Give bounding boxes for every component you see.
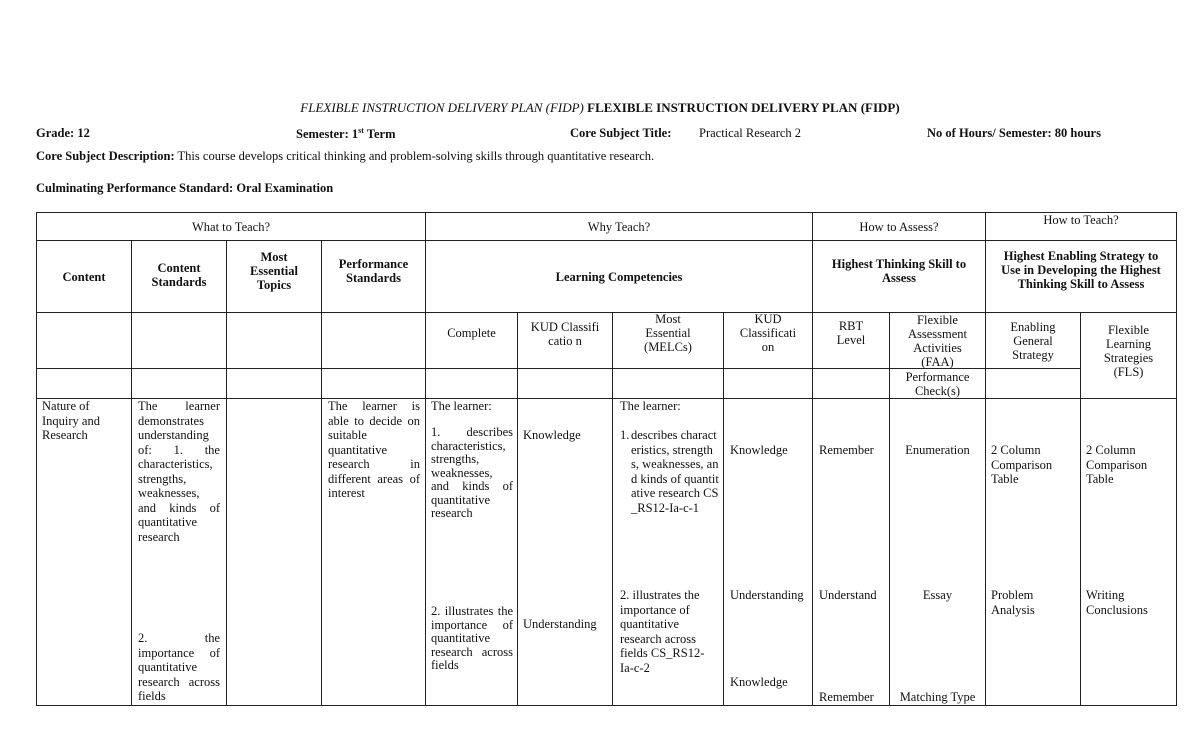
cell-rbt-3: Remember bbox=[819, 690, 874, 704]
cell-content-standards-2: 2. the importance of quantitative research across fields bbox=[138, 631, 220, 703]
semester-value: Term bbox=[363, 127, 396, 142]
group-why-teach: Why Teach? bbox=[587, 219, 651, 234]
cell-melcs-1: describes characteristics, strengths, weaknesses, and kinds of quantitative research CS_RS12-Ia-c-1 bbox=[631, 428, 719, 515]
cell-egs-2: Problem Analysis bbox=[991, 588, 1035, 617]
hours: No of Hours/ Semester: 80 hours bbox=[927, 126, 1101, 140]
cell-complete-intro: The learner: bbox=[431, 399, 492, 413]
cell-content: Nature of Inquiry and Research bbox=[42, 399, 100, 442]
subheader-kud-2: KUD Classificati on bbox=[739, 312, 797, 354]
cell-fls-1: 2 Column Comparison Table bbox=[1086, 443, 1148, 486]
cell-kud2-1: Knowledge bbox=[730, 443, 788, 457]
cell-faa-1: Enumeration bbox=[905, 443, 970, 457]
cell-kud2-3: Knowledge bbox=[730, 675, 788, 689]
cell-rbt-2: Understand bbox=[819, 588, 877, 602]
header-learning-competencies: Learning Competencies bbox=[555, 269, 683, 284]
semester bbox=[296, 126, 396, 142]
description-value: This course develops critical thinking and problem-solving skills through quantitative research. bbox=[177, 149, 655, 163]
group-what-to-teach: What to Teach? bbox=[191, 219, 271, 234]
grade-label: Grade: bbox=[36, 126, 75, 140]
header-highest-enabling-strategy: Highest Enabling Strategy to Use in Developing the Highest Thinking Skill to Assess bbox=[1001, 248, 1161, 291]
cell-performance-standards: The learner is able to decide on suitable quantitative research in different areas of interest bbox=[328, 399, 420, 500]
subheader-rbt-level: RBT Level bbox=[836, 319, 866, 347]
culminating-standard: Culminating Performance Standard: Oral Examination bbox=[36, 181, 334, 195]
header-content: Content bbox=[62, 269, 106, 284]
grade bbox=[36, 126, 90, 141]
title-italic: FLEXIBLE INSTRUCTION DELIVERY PLAN (FIDP) bbox=[300, 100, 584, 115]
cell-faa-3: Matching Type bbox=[899, 690, 976, 704]
grade-value: 12 bbox=[77, 126, 90, 140]
cell-kud1-2: Understanding bbox=[523, 617, 597, 631]
title-bold: FLEXIBLE INSTRUCTION DELIVERY PLAN (FIDP) bbox=[587, 100, 900, 115]
subheader-fls: Flexible Learning Strategies (FLS) bbox=[1103, 322, 1154, 379]
subject-title-value: Practical Research 2 bbox=[699, 126, 802, 140]
cell-melcs-1-number: 1. bbox=[620, 428, 630, 442]
semester-label: Semester: 1 bbox=[296, 127, 359, 142]
cell-complete-1: 1. describes characteristics, strengths, weaknesses, and kinds of quantitative research bbox=[431, 425, 513, 520]
description-label: Core Subject Description: bbox=[36, 149, 175, 163]
subject-title-label: Core Subject Title: bbox=[570, 126, 672, 140]
header-content-standards: Content Standards bbox=[151, 261, 207, 289]
cell-faa-2: Essay bbox=[922, 588, 953, 602]
document-title bbox=[0, 100, 1200, 116]
semester-sup: st bbox=[358, 126, 364, 135]
cell-complete-2: 2. illustrates the importance of quantitative research across fields bbox=[431, 604, 513, 672]
subheader-melcs: Most Essential (MELCs) bbox=[644, 312, 692, 354]
header-highest-thinking-skill: Highest Thinking Skill to Assess bbox=[831, 257, 967, 285]
subheader-enabling-general-strategy: Enabling General Strategy bbox=[1010, 319, 1056, 362]
cell-egs-1: 2 Column Comparison Table bbox=[991, 443, 1053, 486]
cell-content-standards-1: The learner demonstrates understanding of: 1. the characteristics, strengths, weaknesses, and kinds of quantitative research bbox=[138, 399, 220, 544]
cell-fls-2: Writing Conclusions bbox=[1086, 588, 1148, 617]
cell-kud2-2: Understanding bbox=[730, 588, 804, 602]
cell-rbt-1: Remember bbox=[819, 443, 874, 457]
group-how-to-teach: How to Teach? bbox=[1043, 213, 1119, 227]
header-performance-standards: Performance Standards bbox=[338, 257, 409, 285]
cell-melcs-intro: The learner: bbox=[620, 399, 681, 413]
cell-melcs-2: 2. illustrates the importance of quantitative research across fields CS_RS12-Ia-c-2 bbox=[620, 588, 705, 675]
core-description bbox=[36, 149, 654, 164]
group-how-to-assess: How to Assess? bbox=[859, 219, 939, 234]
subheader-kud-1: KUD Classificatio n bbox=[530, 320, 600, 348]
cell-kud1-1: Knowledge bbox=[523, 428, 581, 442]
subheader-performance-check: Performance Check(s) bbox=[905, 369, 970, 398]
header-most-essential-topics: Most Essential Topics bbox=[250, 250, 298, 292]
subheader-faa: Flexible Assessment Activities (FAA) bbox=[907, 312, 968, 369]
subheader-complete: Complete bbox=[447, 326, 496, 340]
